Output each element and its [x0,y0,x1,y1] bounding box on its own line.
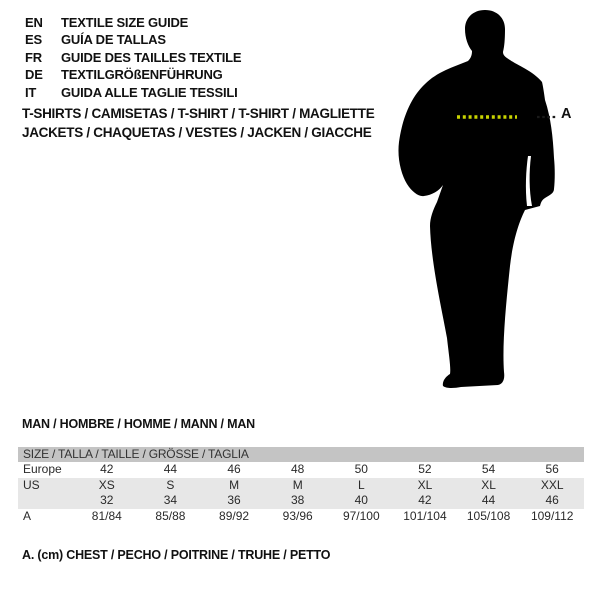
cell: XS [98,477,115,492]
language-code: FR [25,49,42,65]
category-line-jackets: JACKETS / CHAQUETAS / VESTES / JACKEN / GIACCHE [22,125,372,140]
language-code: EN [25,15,43,30]
cell: 85/88 [155,508,186,523]
cell: XL [417,477,433,492]
size-table [18,447,584,524]
language-row-fr [25,49,241,66]
cell: 42 [100,462,114,476]
garment-categories [22,104,374,142]
language-row-en [25,14,241,31]
section-title-man: MAN / HOMBRE / HOMME / MANN / MAN [22,417,255,431]
cell: 44 [163,462,178,476]
row-label: A [23,508,32,523]
cell: 50 [354,462,368,476]
language-label: GUÍA DE TALLAS [61,32,166,48]
measurement-footnote: A. (cm) CHEST / PECHO / POITRINE / TRUHE / PETTO [22,548,331,562]
table-row-chest-a [18,509,584,525]
cell: 34 [163,493,178,508]
language-label: TEXTILE SIZE GUIDE [61,15,189,30]
cell: 36 [227,493,241,508]
row-label: Europe [23,462,62,476]
cell: L [357,477,365,492]
language-label: GUIDE DES TAILLES TEXTILE [61,49,242,65]
cell: 32 [100,493,114,508]
cell: 56 [545,462,559,476]
man-silhouette-figure [395,8,575,393]
cell: 81/84 [91,508,122,523]
table-row-us [18,478,584,494]
cell: S [166,477,175,492]
cell: XL [481,477,496,492]
man-silhouette-path [398,10,554,388]
cell: 89/92 [219,508,250,523]
cell: XXL [540,477,564,492]
language-label: GUIDA ALLE TAGLIE TESSILI [61,84,238,100]
cell: 46 [227,462,241,476]
language-label: TEXTILGRÖßENFÜHRUNG [61,67,223,83]
language-code: ES [25,32,42,48]
category-line-tshirts: T-SHIRTS / CAMISETAS / T-SHIRT / T-SHIRT / MAGLIETTE [22,106,375,121]
language-row-it [25,84,241,101]
cell: 93/96 [282,508,313,523]
cell: 48 [291,462,305,476]
cell: 54 [481,462,496,476]
row-label: US [23,477,40,492]
language-code: IT [25,84,37,100]
cell: M [229,477,240,492]
cell: 101/104 [403,508,447,523]
table-row-us-numeric [18,493,584,509]
table-row-europe [18,462,584,478]
cell: 40 [354,493,368,508]
cell: 42 [418,493,432,508]
man-silhouette-svg [395,8,575,393]
language-list [25,14,241,101]
cell: 97/100 [342,508,380,523]
cell: 105/108 [466,508,511,523]
cell: 109/112 [530,508,574,523]
language-row-es [25,31,241,48]
cell: M [292,477,303,492]
cell: 52 [418,462,432,476]
language-code: DE [25,67,43,83]
cell: 44 [481,493,496,508]
measure-label-a: A [561,106,572,122]
language-row-de [25,66,241,83]
cell: 46 [545,493,559,508]
row-label [18,493,75,509]
cell: 38 [291,493,305,508]
size-table-header: SIZE / TALLA / TAILLE / GRÖSSE / TAGLIA [18,447,584,462]
